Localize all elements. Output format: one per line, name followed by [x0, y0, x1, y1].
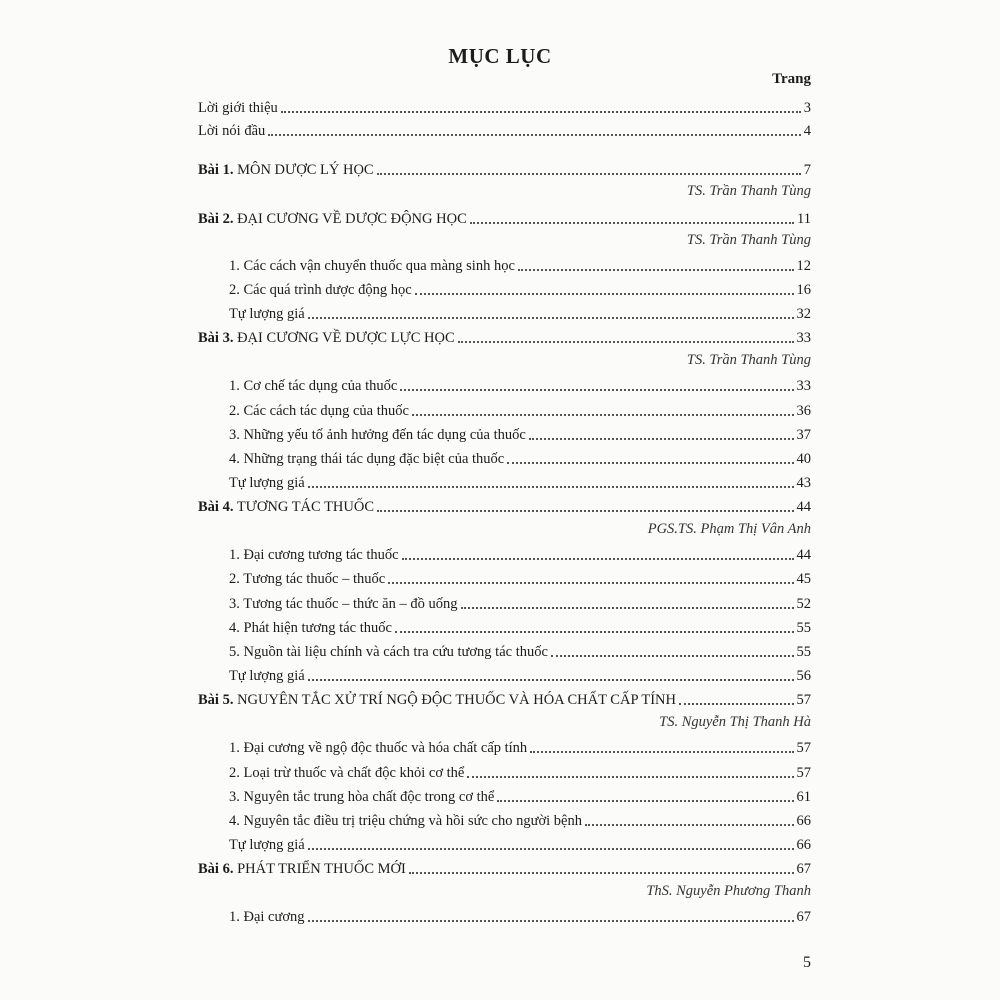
leader-dots: [497, 800, 793, 802]
chapter-page: 33: [796, 330, 811, 346]
chapter-label: Bài 6. PHÁT TRIỂN THUỐC MỚI: [198, 861, 406, 877]
toc-entry: [229, 373, 811, 395]
toc-entry-label: 1. Đại cương tương tác thuốc: [229, 547, 399, 563]
toc-entry: [229, 808, 811, 830]
toc-entry-label: Lời nói đầu: [198, 123, 266, 139]
page-title: MỤC LỤC: [448, 44, 552, 68]
chapter-entry: [198, 206, 811, 228]
leader-dots: [507, 462, 793, 464]
chapter-author: TS. Trần Thanh Tùng: [686, 232, 811, 248]
toc-entry-label: 1. Các cách vận chuyển thuốc qua màng sinh học: [229, 258, 515, 274]
toc-entry-page: 44: [796, 547, 811, 563]
toc-entry: [229, 639, 811, 661]
toc-entry-label: Tự lượng giá: [229, 306, 305, 322]
page-number: 5: [803, 954, 811, 971]
chapter-label: Bài 1. MÔN DƯỢC LÝ HỌC: [198, 162, 374, 178]
chapter-page: 11: [797, 211, 811, 227]
leader-dots: [308, 486, 794, 488]
toc-entry-page: 55: [796, 644, 811, 660]
leader-dots: [461, 607, 794, 609]
toc-entry: [229, 904, 811, 926]
chapter-label: Bài 3. ĐẠI CƯƠNG VỀ DƯỢC LỰC HỌC: [198, 330, 455, 346]
leader-dots: [551, 655, 794, 657]
chapter-page: 67: [796, 861, 811, 877]
leader-dots: [529, 438, 794, 440]
toc-entry-label: 4. Nguyên tắc điều trị triệu chứng và hồi sức cho người bệnh: [229, 813, 582, 829]
toc-entry: [229, 832, 811, 854]
leader-dots: [388, 582, 793, 584]
leader-dots: [308, 920, 794, 922]
leader-dots: [308, 317, 794, 319]
toc-entry-page: 32: [796, 306, 811, 322]
toc-entry-label: 3. Tương tác thuốc – thức ăn – đồ uống: [229, 596, 458, 612]
toc-entry-page: 4: [803, 123, 811, 139]
leader-dots: [268, 134, 800, 136]
leader-dots: [585, 824, 794, 826]
chapter-page: 44: [796, 499, 811, 515]
toc-entry: [229, 301, 811, 323]
leader-dots: [377, 173, 801, 175]
leader-dots: [377, 510, 793, 512]
toc-entry-label: 2. Tương tác thuốc – thuốc: [229, 571, 386, 587]
leader-dots: [395, 631, 794, 633]
toc-entry: [229, 760, 811, 782]
toc-entry-page: 55: [796, 620, 811, 636]
toc-entry: [229, 615, 811, 637]
toc-entry: [229, 566, 811, 588]
toc-entry: [229, 470, 811, 492]
chapter-label: Bài 5. NGUYÊN TẮC XỬ TRÍ NGỘ ĐỘC THUỐC VÀ HÓA CHẤT CẤP TÍNH: [198, 692, 676, 708]
chapter-entry: [198, 494, 811, 516]
chapter-author: PGS.TS. Phạm Thị Vân Anh: [647, 521, 811, 537]
toc-entry-page: 57: [796, 765, 811, 781]
chapter-author: TS. Trần Thanh Tùng: [686, 183, 811, 199]
toc-entry-label: 4. Phát hiện tương tác thuốc: [229, 620, 392, 636]
toc-entry: [229, 735, 811, 757]
leader-dots: [415, 293, 794, 295]
toc-entry-label: 5. Nguồn tài liệu chính và cách tra cứu tương tác thuốc: [229, 644, 548, 660]
chapter-page: 57: [796, 692, 811, 708]
toc-entry: [229, 784, 811, 806]
toc-entry-page: 66: [796, 837, 811, 853]
toc-entry: [229, 253, 811, 275]
chapter-entry: [198, 856, 811, 878]
leader-dots: [400, 389, 793, 391]
toc-entry-label: Tự lượng giá: [229, 668, 305, 684]
toc-entry-page: 66: [796, 813, 811, 829]
toc-entry-label: Lời giới thiệu: [198, 100, 278, 116]
chapter-page: 7: [803, 162, 811, 178]
toc-entry-page: 56: [796, 668, 811, 684]
leader-dots: [281, 111, 801, 113]
toc-entry-label: 1. Đại cương: [229, 909, 305, 925]
leader-dots: [308, 679, 794, 681]
leader-dots: [412, 414, 794, 416]
toc-entry: [229, 422, 811, 444]
leader-dots: [679, 703, 794, 705]
toc-entry: [198, 95, 811, 117]
leader-dots: [308, 848, 794, 850]
toc-entry: [229, 277, 811, 299]
toc-entry-label: 4. Những trạng thái tác dụng đặc biệt của thuốc: [229, 451, 505, 467]
toc-entry-label: 3. Nguyên tắc trung hòa chất độc trong cơ thể: [229, 789, 495, 805]
toc-entry-label: 2. Loại trừ thuốc và chất độc khỏi cơ thể: [229, 765, 465, 781]
toc-entry-label: Tự lượng giá: [229, 475, 305, 491]
chapter-label: Bài 2. ĐẠI CƯƠNG VỀ DƯỢC ĐỘNG HỌC: [198, 211, 467, 227]
toc-entry: [229, 446, 811, 468]
toc-entry-label: 3. Những yếu tố ảnh hưởng đến tác dụng của thuốc: [229, 427, 526, 443]
toc-entry-page: 45: [796, 571, 811, 587]
toc-entry-label: 2. Các cách tác dụng của thuốc: [229, 403, 409, 419]
leader-dots: [467, 776, 793, 778]
toc-entry: [229, 663, 811, 685]
leader-dots: [402, 558, 794, 560]
toc-entry-page: 40: [796, 451, 811, 467]
toc-entry: [198, 118, 811, 140]
toc-entry-page: 52: [796, 596, 811, 612]
toc-entry: [229, 591, 811, 613]
toc-entry-page: 37: [796, 427, 811, 443]
chapter-label: Bài 4. TƯƠNG TÁC THUỐC: [198, 499, 375, 515]
leader-dots: [409, 872, 794, 874]
toc-entry-page: 12: [796, 258, 811, 274]
leader-dots: [458, 341, 794, 343]
toc-entry-page: 57: [796, 740, 811, 756]
toc-entry-label: 1. Cơ chế tác dụng của thuốc: [229, 378, 398, 394]
chapter-author: ThS. Nguyễn Phương Thanh: [646, 883, 811, 899]
toc-entry-page: 61: [796, 789, 811, 805]
toc-entry: [229, 542, 811, 564]
toc-entry-page: 3: [803, 100, 811, 116]
toc-entry-page: 67: [796, 909, 811, 925]
toc-entry-page: 43: [796, 475, 811, 491]
chapter-entry: [198, 325, 811, 347]
leader-dots: [530, 751, 793, 753]
toc-entry-label: Tự lượng giá: [229, 837, 305, 853]
toc-entry-page: 36: [796, 403, 811, 419]
chapter-author: TS. Nguyễn Thị Thanh Hà: [659, 714, 811, 730]
page-column-label: Trang: [772, 71, 811, 87]
toc-entry-label: 1. Đại cương về ngộ độc thuốc và hóa chất cấp tính: [229, 740, 528, 756]
leader-dots: [470, 222, 794, 224]
toc-entry-page: 33: [796, 378, 811, 394]
chapter-entry: [198, 687, 811, 709]
toc-entry-page: 16: [796, 282, 811, 298]
toc-entry-label: 2. Các quá trình dược động học: [229, 282, 412, 298]
chapter-author: TS. Trần Thanh Tùng: [686, 352, 811, 368]
chapter-entry: [198, 157, 811, 179]
toc-entry: [229, 398, 811, 420]
leader-dots: [518, 269, 794, 271]
